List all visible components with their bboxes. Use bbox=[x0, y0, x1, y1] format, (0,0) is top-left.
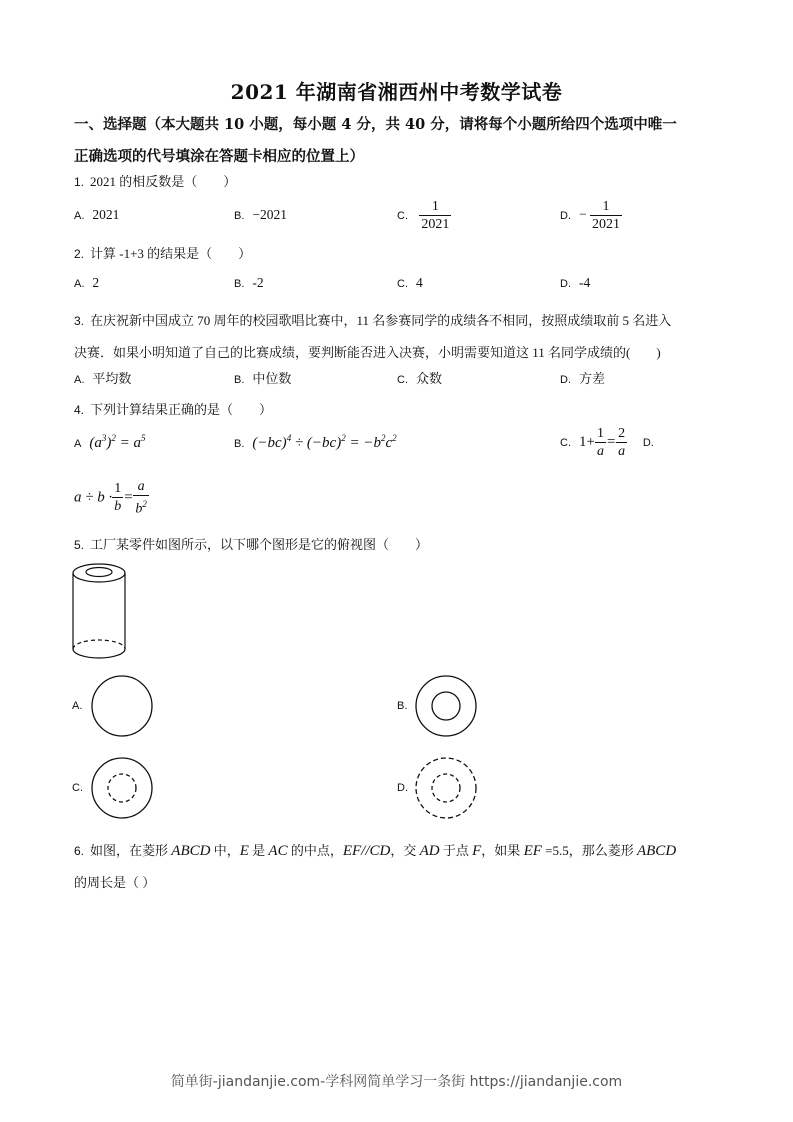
question-4-option-a: A $(a^3)^2 = a^5$ bbox=[74, 433, 146, 451]
question-4-option-c: C. 1+ $\frac{1}{a}$ = $\frac{2}{a}$ D. bbox=[560, 426, 654, 459]
question-5-stem: 5. 工厂某零件如图所示，以下哪个图形是它的俯视图（ ） bbox=[74, 537, 429, 552]
question-5-option-a-label: A. bbox=[72, 700, 83, 712]
question-4-option-d: a ÷ b · $\frac{1}{b}$ = $\frac{a}{b^2}$ bbox=[74, 479, 147, 517]
question-3-stem: 3. 在庆祝新中国成立 70 周年的校园歌唱比赛中，11 名参赛同学的成绩各不相同，按照成绩取前 5 名进入 决赛．如果小明知道了自己的比赛成绩，要判断能否进入决赛，小明需要知道这 11 名同学成绩的( ) bbox=[74, 313, 672, 360]
section-heading bbox=[74, 109, 734, 173]
fraction: $\frac{1}{2021}$ bbox=[421, 199, 450, 232]
question-3-option-a: A. 平均数 bbox=[74, 371, 132, 386]
question-1-stem: 1. 2021 的相反数是（ ） bbox=[74, 174, 237, 189]
question-1-option-b: B. −2021 bbox=[234, 207, 288, 222]
question-4-option-b: B. $(-bc)^4 \div (-bc)^2 = -b^2c^2$ bbox=[234, 433, 397, 451]
hollow-cylinder-figure bbox=[70, 560, 130, 664]
question-2-stem: 2. 计算 -1+3 的结果是（ ） bbox=[74, 246, 252, 261]
section-heading-line2: 正确选项的代号填涂在答题卡相应的位置上） bbox=[74, 148, 364, 165]
question-2-option-a: A. 2 bbox=[74, 275, 100, 290]
two-dashed-concentric-circles-figure bbox=[414, 756, 478, 820]
question-2-option-c: C. 4 bbox=[397, 275, 423, 290]
question-1-option-c: C. $\frac{1}{2021}$ bbox=[397, 199, 450, 232]
question-2-option-d: D. -4 bbox=[560, 275, 591, 290]
question-5-option-b-label: B. bbox=[397, 700, 408, 712]
two-solid-concentric-circles-figure bbox=[414, 674, 478, 738]
solid-outer-dashed-inner-circle-figure bbox=[90, 756, 154, 820]
page-title: 2021 年湖南省湘西州中考数学试卷 bbox=[230, 80, 563, 104]
question-6-stem: 6. 如图，在菱形 ABCD 中，E 是 AC 的中点，EF//CD，交 AD 于点 F，如果 EF =5.5，那么菱形 ABCD 的周长是（ ） bbox=[74, 843, 677, 890]
section-heading-line1: 一、选择题（本大题共 10 小题，每小题 4 分，共 40 分，请将每个小题所给四个选项中唯一 bbox=[74, 116, 677, 133]
fraction: $\frac{1}{2021}$ bbox=[592, 199, 620, 232]
question-3-option-d: D. 方差 bbox=[560, 371, 606, 386]
question-1-option-d: D. − $\frac{1}{2021}$ bbox=[560, 199, 620, 232]
single-solid-circle-figure bbox=[90, 674, 154, 738]
question-2-option-b: B. -2 bbox=[234, 275, 264, 290]
question-4-stem: 4. 下列计算结果正确的是（ ） bbox=[74, 402, 273, 417]
question-1-option-a: A. 2021 bbox=[74, 207, 120, 222]
question-3-option-c: C. 众数 bbox=[397, 371, 443, 386]
question-3-option-b: B. 中位数 bbox=[234, 371, 292, 386]
page-footer-watermark: 简单街-jiandanjie.com-学科网简单学习一条街 https://jiandanjie.com bbox=[170, 1074, 623, 1090]
question-5-option-c-label: C. bbox=[72, 782, 83, 794]
question-5-option-d-label: D. bbox=[397, 782, 408, 794]
